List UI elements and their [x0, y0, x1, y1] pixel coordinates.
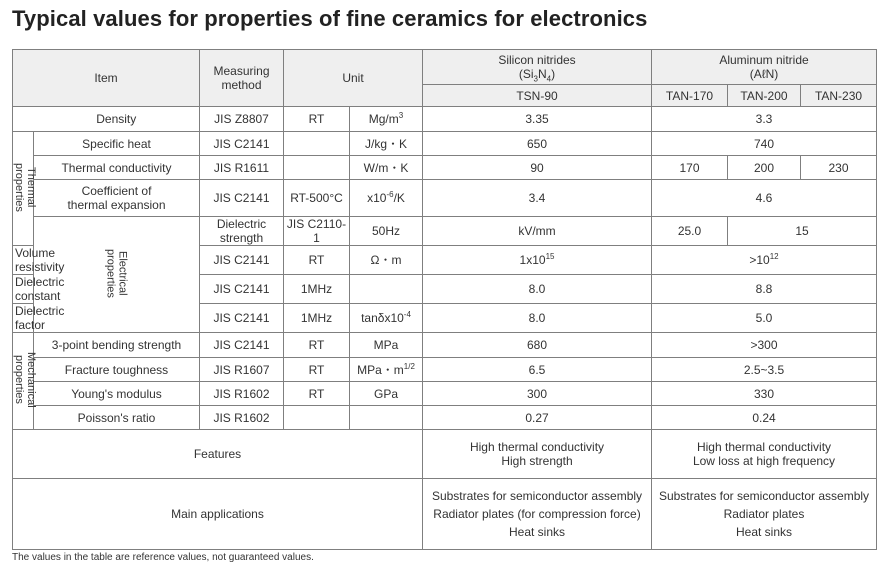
properties-table: [12, 49, 877, 550]
application-line: Heat sinks: [508, 525, 566, 539]
feature-line: High strength: [501, 454, 573, 468]
table-row: [13, 333, 877, 358]
grade-tan-200: TAN-200: [728, 85, 801, 107]
grade-tsn-90: TSN-90: [423, 85, 652, 107]
row-item: Thermal conductivity: [34, 156, 200, 180]
row-condition: 1MHz: [284, 304, 350, 333]
row-method: JIS R1611: [200, 156, 284, 180]
row-method: JIS C2110-1: [284, 217, 350, 246]
row-method: JIS R1607: [200, 358, 284, 382]
application-line: Substrates for semiconductor assembly: [431, 489, 643, 503]
row-item: [34, 180, 200, 217]
table-row: [13, 382, 877, 406]
value-aluminum: 5.0: [652, 304, 877, 333]
row-unit: [350, 304, 423, 333]
row-item: Poisson's ratio: [34, 406, 200, 430]
table-row: [13, 406, 877, 430]
footnote: The values in the table are reference values, not guaranteed values.: [12, 552, 314, 563]
row-condition: [284, 156, 350, 180]
formula-sub: 3: [533, 74, 538, 84]
value-silicon: 3.35: [423, 107, 652, 132]
value-aluminum: 740: [652, 132, 877, 156]
value-aluminum: 0.24: [652, 406, 877, 430]
application-line: Substrates for semiconductor assembly: [658, 489, 870, 503]
row-unit: MPa: [350, 333, 423, 358]
value-silicon: 650: [423, 132, 652, 156]
group-label: Mechanical: [25, 351, 37, 408]
grade-tan-170: TAN-170: [652, 85, 728, 107]
value-silicon: 25.0: [652, 217, 728, 246]
value-sup: 12: [769, 252, 779, 261]
empty-cell: [13, 107, 34, 132]
row-unit: [350, 275, 423, 304]
header-method-line1: Measuring: [213, 64, 270, 78]
row-method: JIS R1602: [200, 406, 284, 430]
unit-sup: 3: [398, 111, 404, 120]
value-silicon: 680: [423, 333, 652, 358]
row-method: JIS C2141: [200, 132, 284, 156]
row-unit: GPa: [350, 382, 423, 406]
value-silicon: 3.4: [423, 180, 652, 217]
value-text: 1x10: [519, 253, 546, 267]
unit-text: MPa・m: [357, 362, 404, 377]
unit-text: Mg/m: [368, 112, 399, 126]
formula-sub: 4: [546, 74, 552, 84]
row-condition: RT: [284, 382, 350, 406]
row-condition: 50Hz: [350, 217, 423, 246]
row-condition: [284, 132, 350, 156]
row-item: Density: [34, 107, 200, 132]
table-row: [13, 107, 877, 132]
value-silicon: 8.0: [423, 275, 652, 304]
row-item: Dielectric strength: [200, 217, 284, 246]
value-tan-200: 200: [728, 156, 801, 180]
row-unit: [350, 107, 423, 132]
row-item: Dielectric constant: [13, 275, 34, 304]
unit-sup: 1/2: [403, 361, 415, 371]
header-aluminum-line2: (AℓN): [749, 67, 779, 81]
header-aluminum-line1: Aluminum nitride: [719, 53, 809, 67]
value-tan-170: 170: [652, 156, 728, 180]
group-label: Electrical: [116, 250, 129, 296]
header-method-line2: method: [221, 78, 262, 92]
value-sup: 15: [545, 252, 555, 261]
feature-line: Low loss at high frequency: [692, 454, 836, 468]
header-unit: Unit: [284, 50, 423, 107]
group-label: properties: [13, 162, 25, 212]
row-item: Dielectric factor: [13, 304, 34, 333]
header-silicon-line1: Silicon nitrides: [498, 53, 576, 67]
group-label: properties: [13, 355, 25, 404]
row-condition: RT: [284, 358, 350, 382]
table-row: [13, 180, 877, 217]
unit-sup: -6: [386, 190, 394, 199]
row-item-line1: Coefficient of: [81, 184, 152, 198]
header-silicon: [423, 50, 652, 85]
unit-sup: -4: [403, 310, 411, 319]
table-row: [13, 217, 877, 246]
applications-label: Main applications: [13, 479, 423, 550]
unit-text: /K: [393, 191, 405, 205]
row-unit: Ω・m: [350, 246, 423, 275]
value-silicon: 0.27: [423, 406, 652, 430]
row-method: JIS C2141: [200, 333, 284, 358]
value-aluminum: 3.3: [652, 107, 877, 132]
value-aluminum: 8.8: [652, 275, 877, 304]
row-condition: 1MHz: [284, 275, 350, 304]
applications-row: [13, 479, 877, 550]
row-condition: RT: [284, 107, 350, 132]
unit-text: x10: [367, 191, 387, 205]
row-unit: [350, 406, 423, 430]
row-condition: RT: [284, 333, 350, 358]
value-aluminum: [652, 246, 877, 275]
row-item: Fracture toughness: [34, 358, 200, 382]
value-aluminum: 4.6: [652, 180, 877, 217]
row-unit: J/kg・K: [350, 132, 423, 156]
group-label: Thermal: [25, 166, 37, 208]
applications-aluminum: [652, 479, 877, 550]
row-condition: RT: [284, 246, 350, 275]
row-method: JIS C2141: [200, 304, 284, 333]
value-text: >10: [749, 253, 770, 267]
value-tan-230: 230: [801, 156, 877, 180]
table-row: [13, 132, 877, 156]
row-method: JIS R1602: [200, 382, 284, 406]
value-silicon: [423, 246, 652, 275]
application-line: Radiator plates (for compression force): [433, 507, 641, 521]
row-unit: [350, 358, 423, 382]
application-line: Radiator plates: [723, 507, 805, 521]
features-aluminum: [652, 430, 877, 479]
header-item: Item: [13, 50, 200, 107]
header-method: [200, 50, 284, 107]
header-aluminum: [652, 50, 877, 85]
header-row: [13, 50, 877, 85]
table-row: [13, 358, 877, 382]
row-method: JIS C2141: [200, 180, 284, 217]
value-silicon: 90: [423, 156, 652, 180]
formula-part: ): [551, 67, 556, 81]
value-aluminum: 330: [652, 382, 877, 406]
value-aluminum: >300: [652, 333, 877, 358]
value-silicon: 8.0: [423, 304, 652, 333]
page-title: Typical values for properties of fine ceramics for electronics: [12, 6, 648, 31]
application-line: Heat sinks: [735, 525, 793, 539]
row-item: Specific heat: [34, 132, 200, 156]
value-aluminum: 15: [728, 217, 877, 246]
row-item-line2: thermal expansion: [67, 198, 166, 212]
features-row: [13, 430, 877, 479]
value-silicon: 6.5: [423, 358, 652, 382]
row-method: JIS C2141: [200, 246, 284, 275]
header-silicon-formula: [425, 67, 649, 84]
row-method: JIS C2141: [200, 275, 284, 304]
unit-text: tanδx10: [361, 311, 404, 325]
row-item: Volume resistivity: [13, 246, 34, 275]
group-mechanical: [13, 333, 37, 430]
feature-line: High thermal conductivity: [696, 440, 832, 454]
formula-part: (Si: [518, 67, 534, 81]
table-row: [13, 156, 877, 180]
group-label: properties: [104, 248, 117, 298]
row-method: JIS Z8807: [200, 107, 284, 132]
group-thermal: [13, 132, 37, 246]
row-unit: W/m・K: [350, 156, 423, 180]
row-condition: RT-500°C: [284, 180, 350, 217]
row-condition: [284, 406, 350, 430]
value-silicon: 300: [423, 382, 652, 406]
grade-tan-230: TAN-230: [801, 85, 877, 107]
formula-part: N: [538, 67, 547, 81]
value-aluminum: 2.5~3.5: [652, 358, 877, 382]
features-label: Features: [13, 430, 423, 479]
row-unit: kV/mm: [423, 217, 652, 246]
features-silicon: [423, 430, 652, 479]
row-item: 3-point bending strength: [34, 333, 200, 358]
applications-silicon: [423, 479, 652, 550]
feature-line: High thermal conductivity: [469, 440, 605, 454]
row-item: Young's modulus: [34, 382, 200, 406]
row-unit: [350, 180, 423, 217]
